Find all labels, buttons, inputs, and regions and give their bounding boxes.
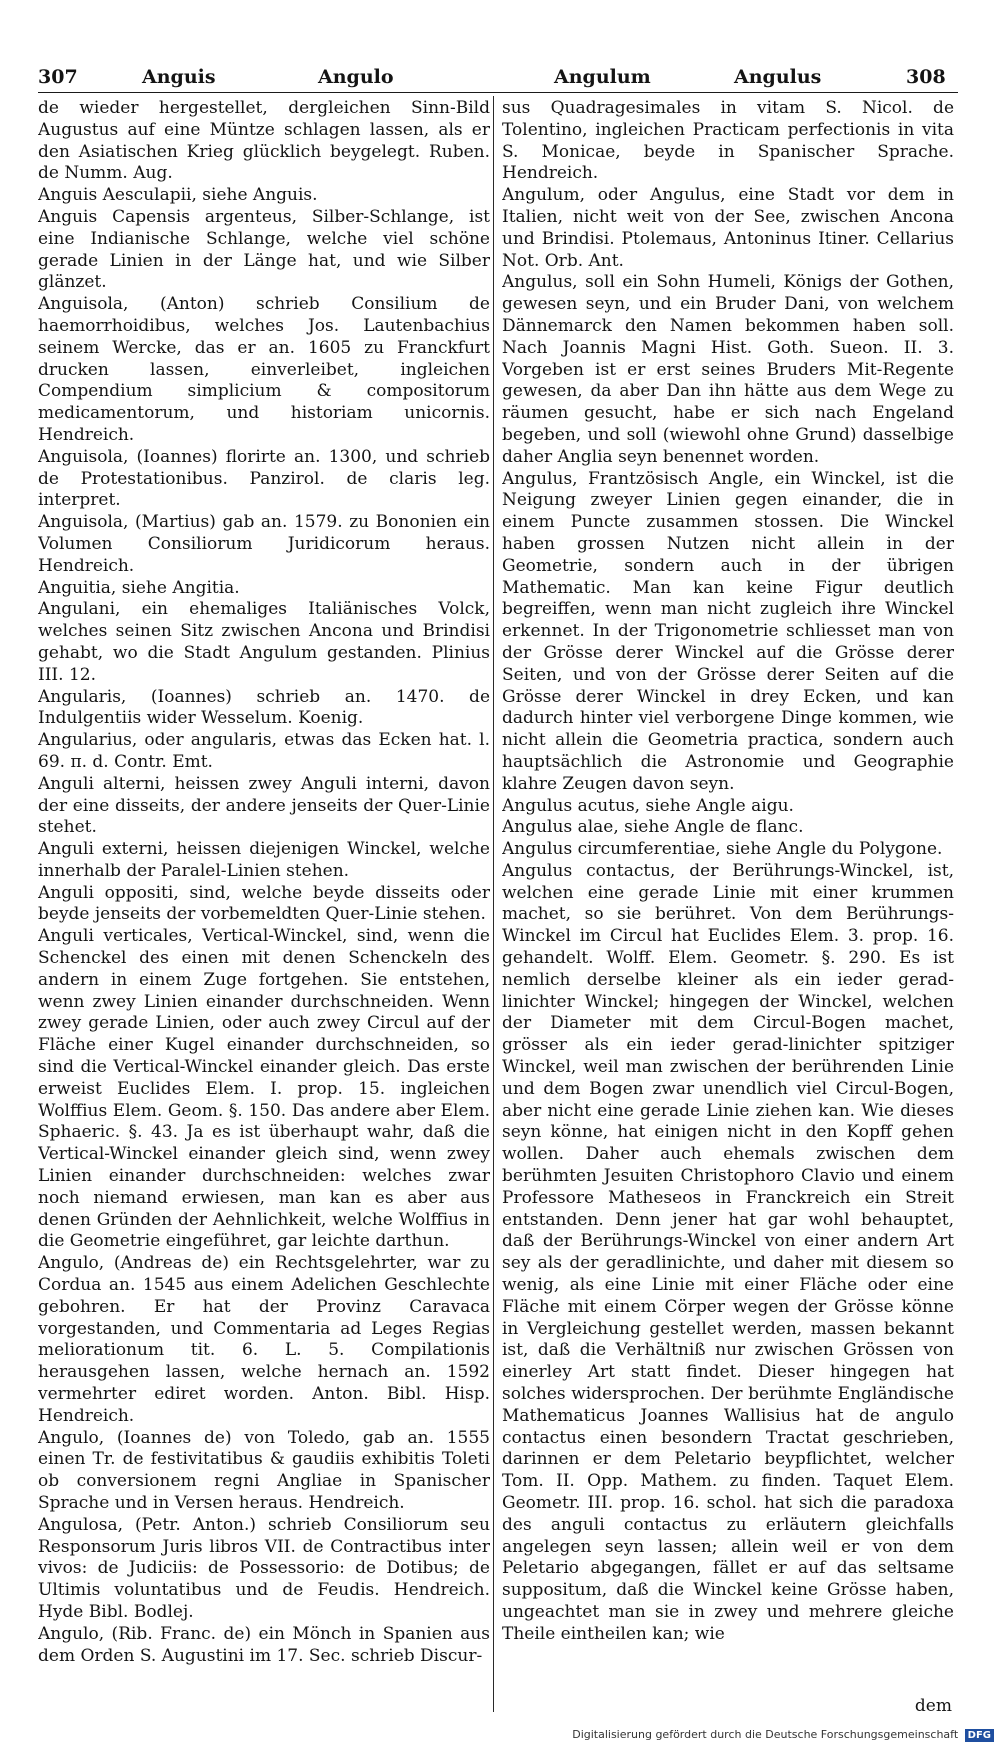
entry-2: Anguis Capensis argenteus, Silber-Schlange, ist eine Indianische Schlange, welche viel schöne gerade Linien in der Länge hat, und wie Silber glänzet. xyxy=(38,206,490,293)
entry-r1: Angulum, oder Angulus, eine Stadt vor dem in Italien, nicht weit von der See, zwischen Ancona und Brindisi. Ptolemaus, Antoninus Itiner. Cellarius Not. Orb. Ant. xyxy=(502,185,954,271)
entry-r7: Angulus contactus, der Berührungs-Winckel, ist, welchen eine gerade Linie mit einer krummen machet, so sie berühret. Von dem Berührungs-Winckel im Circul hat Euclides Elem. 3. prop. 16. gehandelt. Wolff. Elem. Geometr. §. 290. Es ist nemlich derselbe kleiner als ein ieder gerad-linichter Winckel; hingegen der Winckel, welchen der Diameter mit dem Circul-Bogen machet, grösser als ein ieder gerad-linichter spitziger Winckel, weil man zwischen der berührenden Linie und dem Bogen zwar unendlich viel Circul-Bogen, aber nicht eine gerade Linie ziehen kan. Wie dieses seyn könne, hat einigen nicht in den Kopff gehen wollen. Daher auch ehemals zwischen dem berühmten Jesuiten Christophoro Clavio und einem Professore Matheseos in Franckreich ein Streit entstanden. Denn jener hat gar wohl behauptet, daß der Berührungs-Winckel von einer andern Art sey als der geradlinichte, und daher mit diesem so wenig, als eine Linie mit einer Fläche oder eine Fläche mit einem Cörper wegen der Grösse könne in Vergleichung gestellet werden, massen bekannt ist, daß die Verhältniß nur zwischen Grössen von einerley Art statt findet. Dieser hingegen hat solches widersprochen. Der berühmte Engländische Mathematicus Joannes Wallisius hat de angulo contactus einen besondern Tractat geschrieben, darinnen er dem Peletario beypflichtet, welcher Tom. II. Opp. Mathem. zu finden. Taquet Elem. Geometr. III. prop. 16. schol. hat sich die paradoxa des anguli contactus zu erläutern gleichfalls angelegen seyn lassen; allein weil er von dem Peletario abgegangen, fället er auf das seltsame suppositum, daß die Winckel keine Grösse haben, ungeachtet man sie in zwey und mehrere gleiche Theile eintheilen kan; wie xyxy=(502,860,954,1644)
entry-12: Anguli oppositi, sind, welche beyde disseits oder beyde jenseits der vorbemeldten Quer-Linie stehen. xyxy=(38,882,490,925)
page-number-left: 307 xyxy=(38,66,78,88)
entry-10: Anguli alterni, heissen zwey Anguli interni, davon der eine disseits, der andere jenseits der Quer-Linie stehet. xyxy=(38,773,490,838)
entry-4: Anguisola, (Ioannes) florirte an. 1300, und schrieb de Protestationibus. Panzirol. de claris leg. interpret. xyxy=(38,446,490,511)
entry-5: Anguisola, (Martius) gab an. 1579. zu Bononien ein Volumen Consiliorum Juridicorum heraus. Hendreich. xyxy=(38,512,490,576)
entry-17: Angulo, (Rib. Franc. de) ein Mönch in Spanien aus dem Orden S. Augustini im 17. Sec. schrieb Discur- xyxy=(38,1623,490,1666)
dfg-logo: DFG xyxy=(965,1729,994,1742)
entry-11: Anguli externi, heissen diejenigen Winckel, welche innerhalb der Paralel-Linien stehen. xyxy=(38,839,490,881)
entry-r2: Angulus, soll ein Sohn Humeli, Königs der Gothen, gewesen seyn, und ein Bruder Dani, von welchem Dännemarck den Namen bekommen haben soll. Nach Joannis Magni Hist. Goth. Sueon. II. 3. Vorgeben ist er erst seines Bruders Mit-Regente gewesen, da aber Dan ihn hätte aus dem Wege zu räumen gesucht, habe er sich nach Engeland begeben, und soll (wiewohl ohne Grund) dasselbige daher Anglia seyn benennet worden. xyxy=(502,272,954,467)
entry-16: Angulosa, (Petr. Anton.) schrieb Consiliorum seu Responsorum Juris libros VII. de Contractibus inter vivos: de Judiciis: de Possessorio: de Dotibus; de Ultimis voluntatibus und de Feudis. Hendreich. Hyde Bibl. Bodlej. xyxy=(38,1514,490,1622)
entry-7: Angulani, ein ehemaliges Italiänisches Volck, welches seinen Sitz zwischen Ancona und Brindisi gehabt, wo die Stadt Angulum gestanden. Plinius III. 12. xyxy=(38,599,490,685)
entry-3: Anguisola, (Anton) schrieb Consilium de haemorrhoidibus, welches Jos. Lautenbachius seinem Wercke, das er an. 1605 zu Franckfurt drucken lassen, einverleibet, ingleichen Compendium simplicium & compositorum medicamentorum, und historiam unicornis. Hendreich. xyxy=(38,294,490,445)
entry-r3: Angulus, Frantzösisch Angle, ein Winckel, ist die Neigung zweyer Linien gegen einander, die in einem Puncte zusammen stossen. Die Winckel haben grossen Nutzen nicht allein in der Geometrie, sondern auch in der übrigen Mathematic. Man kan keine Figur deutlich begreiffen, wenn man nicht zugleich ihre Winckel erkennet. In der Trigonometrie schliesset man von der Grösse derer Winckel auf die Grösse derer Seiten, und von der Grösse derer Seiten auf die Grösse derer Winckel in drey Ecken, und kan dadurch hinter viel verborgene Dinge kommen, wie nicht allein die Geometria practica, sondern auch hauptsächlich die Astronomie und Geographie klahre Zeugen davon seyn. xyxy=(502,468,954,794)
page-number-right: 308 xyxy=(906,66,946,88)
entry-14: Angulo, (Andreas de) ein Rechtsgelehrter, war zu Cordua an. 1545 aus einem Adelichen Geschlechte gebohren. Er hat der Provinz Caravaca vorgestanden, und Commentaria ad Leges Regias meliorationum tit. 6. L. 5. Compilationis herausgehen lassen, welche hernach an. 1592 vermehrter ediret worden. Anton. Bibl. Hisp. Hendreich. xyxy=(38,1253,490,1426)
entry-8: Angularis, (Ioannes) schrieb an. 1470. de Indulgentiis wider Wesselum. Koenig. xyxy=(38,686,490,729)
entry-15: Angulo, (Ioannes de) von Toledo, gab an. 1555 einen Tr. de festivitatibus & gaudiis exhibitis Toleti ob conversionem regni Angliae in Spanischer Sprache und in Versen heraus. Hendreich. xyxy=(38,1427,490,1513)
entry-r0: sus Quadragesimales in vitam S. Nicol. de Tolentino, ingleichen Practicam perfectionis in vita S. Monicae, beyde in Spanischer Sprache. Hendreich. xyxy=(502,98,954,184)
entry-1: Anguis Aesculapii, siehe Anguis. xyxy=(38,185,318,206)
keyword-angulo: Angulo xyxy=(318,66,394,88)
catchword: dem xyxy=(914,1696,952,1716)
entry-r6: Angulus circumferentiae, siehe Angle du Polygone. xyxy=(502,839,943,860)
left-column xyxy=(38,98,490,1696)
digitization-footer xyxy=(572,1728,994,1742)
entry-r4: Angulus acutus, siehe Angle aigu. xyxy=(502,795,794,816)
keyword-angulus: Angulus xyxy=(734,66,822,88)
entry-r5: Angulus alae, siehe Angle de flanc. xyxy=(502,817,804,838)
entry-9: Angularius, oder angularis, etwas das Ecken hat. l. 69. π. d. Contr. Emt. xyxy=(38,730,490,772)
column-divider xyxy=(493,96,494,1712)
entry-0: de wieder hergestellet, dergleichen Sinn-Bild Augustus auf eine Müntze schlagen lassen, als er den Asiatischen Krieg glücklich beygelegt. Ruben. de Numm. Aug. xyxy=(38,98,490,184)
entry-6: Anguitia, siehe Angitia. xyxy=(38,577,240,598)
keyword-angulum: Angulum xyxy=(554,66,651,88)
entry-13: Anguli verticales, Vertical-Winckel, sind, wenn die Schenckel des einen mit denen Schenckeln des andern in einem Zuge fortgehen. Sie entstehen, wenn zwey Linien einander durchschneiden. Wenn zwey gerade Linien, oder auch zwey Circul auf der Fläche einer Kugel einander durchschneiden, so sind die Vertical-Winckel einander gleich. Das erste erweist Euclides Elem. I. prop. 15. ingleichen Wolffius Elem. Geom. §. 150. Das andere aber Elem. Sphaeric. §. 43. Ja es ist überhaupt wahr, daß die Vertical-Winckel einander gleich sind, wenn zwey Linien einander durchschneiden: welches zwar noch niemand erwiesen, man kan es aber aus denen Gründen der Aehnlichkeit, welche Wolffius in die Geometrie eingeführet, gar leichte darthun. xyxy=(38,926,490,1252)
footer-text: Digitalisierung gefördert durch die Deutsche Forschungsgemeinschaft xyxy=(572,1728,959,1741)
header-rule xyxy=(38,92,958,93)
right-column xyxy=(502,98,954,1696)
keyword-anguis: Anguis xyxy=(142,66,216,88)
